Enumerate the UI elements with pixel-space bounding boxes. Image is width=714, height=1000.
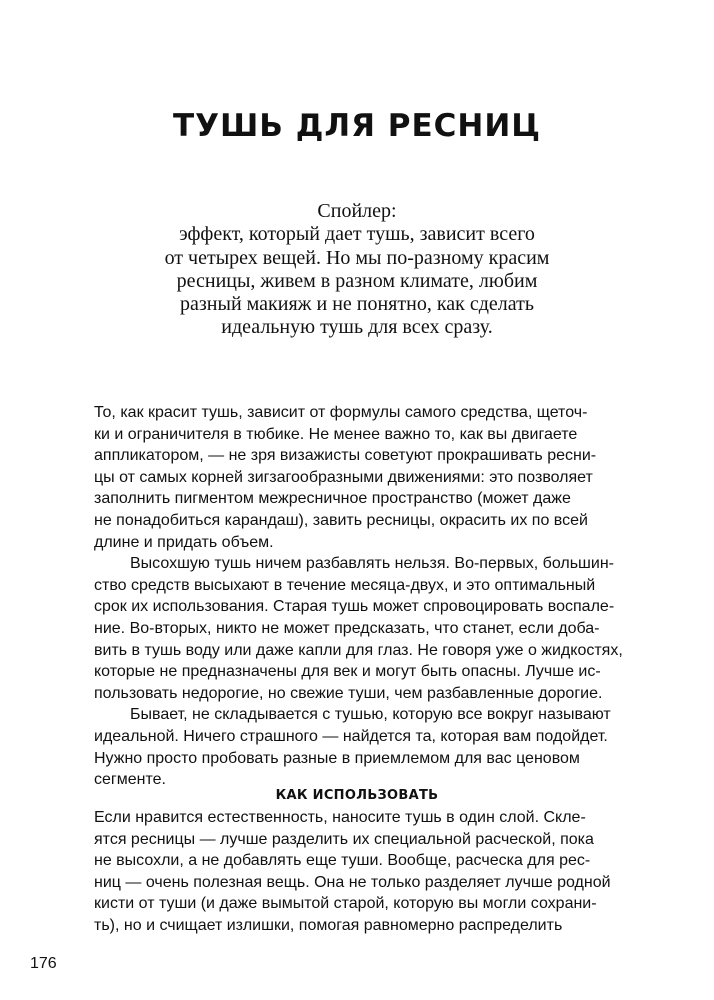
- body-line: сегменте.: [94, 771, 166, 789]
- body-line: То, как красит тушь, зависит от формулы самого средства, щеточ-: [94, 404, 588, 421]
- body-line: не понадобиться карандаш), завить ресницы, окрасить их по всей: [94, 511, 588, 529]
- body-line: длине и придать объем.: [94, 533, 274, 551]
- spoiler-line: разный макияж и не понятно, как сделать: [180, 293, 534, 316]
- body-line: пользовать недорогие, но свежие туши, чем разбавленные дорогие.: [94, 684, 603, 702]
- body-line: ство средств высыхают в течение месяца-двух, и это оптимальный: [94, 576, 596, 594]
- spoiler-line: эффект, который дает тушь, зависит всего: [179, 223, 535, 246]
- body-line: цы от самых корней зигзагообразными движениями: это позволяет: [94, 468, 593, 486]
- body-line: ки и ограничителя в тюбике. Не менее важно то, как вы двигаете: [94, 425, 578, 443]
- usage-line: ть), но и счищает излишки, помогая равномерно распределить: [94, 916, 563, 934]
- body-line: аппликатором, — не зря визажисты советуют прокрашивать ресни-: [94, 447, 597, 465]
- section-heading: КАК ИСПОЛЬЗОВАТЬ: [275, 788, 439, 803]
- usage-line: кисти от туши (и даже вымытой старой, которую вы могли сохрани-: [94, 895, 597, 913]
- usage-line: не высохли, а не добавлять еще туши. Вообще, расческа для рес-: [94, 852, 591, 870]
- body-line: Бывает, не складывается с тушью, которую все вокруг называют: [130, 706, 611, 724]
- body-line: которые не предназначены для век и могут быть опасны. Лучше ис-: [94, 663, 601, 681]
- body-line: заполнить пигментом межресничное пространство (может даже: [94, 490, 571, 508]
- page-title: ТУШЬ ДЛЯ РЕСНИЦ: [172, 108, 542, 144]
- body-line: вить в тушь воду или даже капли для глаз. Не говоря уже о жидкостях,: [94, 641, 623, 659]
- body-line: Высохшую тушь ничем разбавлять нельзя. Во-первых, большин-: [130, 555, 614, 573]
- body-paragraphs: [94, 402, 634, 791]
- spoiler-line: Спойлер:: [317, 200, 397, 222]
- spoiler-intro: [120, 200, 594, 340]
- body-line: идеальной. Ничего страшного — найдется та, которая вам подойдет.: [94, 727, 608, 745]
- spoiler-line: идеальную тушь для всех сразу.: [221, 316, 493, 339]
- usage-paragraph: [94, 807, 634, 937]
- page-number: 176: [30, 955, 57, 972]
- body-line: ние. Во-вторых, никто не может предсказать, что станет, если доба-: [94, 619, 600, 637]
- spoiler-line: от четырех вещей. Но мы по-разному красим: [164, 246, 550, 269]
- usage-line: ятся ресницы — лучше разделить их специальной расческой, пока: [94, 830, 594, 848]
- usage-line: Если нравится естественность, наносите тушь в один слой. Скле-: [94, 809, 586, 826]
- usage-line: ниц — очень полезная вещь. Она не только разделяет лучше родной: [94, 873, 611, 891]
- body-line: Нужно просто пробовать разные в приемлемом для вас ценовом: [94, 749, 580, 767]
- body-line: срок их использования. Старая тушь может спровоцировать воспале-: [94, 598, 615, 616]
- spoiler-line: ресницы, живем в разном климате, любим: [176, 269, 538, 292]
